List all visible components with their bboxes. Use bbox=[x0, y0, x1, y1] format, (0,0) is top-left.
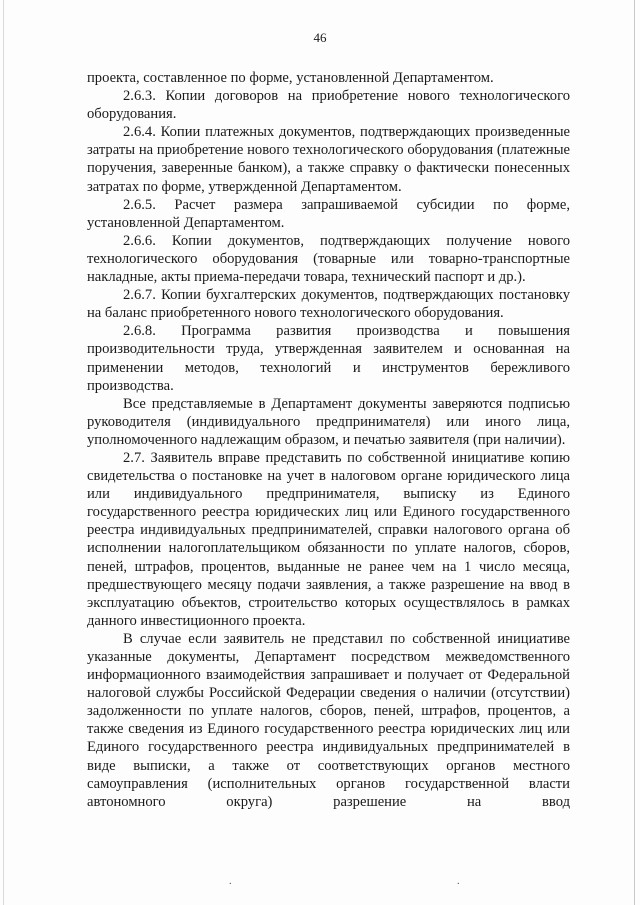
paragraph-certification: Все представляемые в Департамент документы заверяются подписью руководителя (индивидуального предпринимателя) или иного лица, уполномоченного надлежащим образом, и печатью заявителя (при наличии). bbox=[87, 395, 570, 448]
paragraph-continuation: проекта, составленное по форме, установленной Департаментом. bbox=[87, 70, 494, 86]
paragraph-2-6-8: 2.6.8. Программа развития производства и повышения производительности труда, утвержденная заявителем и основанная на применении методов, технологий и инструментов бережливого производства. bbox=[87, 323, 570, 394]
scan-edge-right bbox=[634, 0, 635, 905]
paragraph-interagency-request: В случае если заявитель не представил по собственной инициативе указанные документы, Департамент посредством межведомственного информационного взаимодействия запрашивает и получает от Федеральной налоговой службы Российской Федерации сведения о наличии (отсутствии) задолженности по уплате налогов, сборов, пеней, штрафов, процентов, а также сведения из Единого государственного реестра юридических лиц или Единого государственного реестра индивидуальных предпринимателей в виде выписки, а также от соответствующих органов местного самоуправления (исполнительных органов государственной власти автономного округа) разрешение на ввод bbox=[87, 630, 570, 810]
paragraph-2-7: 2.7. Заявитель вправе представить по собственной инициативе копию свидетельства о постановке на учет в налоговом органе юридического лица или индивидуального предпринимателя, выписку из Единого государственного реестра юридических лиц или Единого государственного реестра индивидуальных предпринимателей, справки налогового органа об исполнении налогоплательщиком обязанности по уплате налогов, сборов, пеней, штрафов, процентов, выданные не ранее чем на 1 число месяца, предшествующего месяцу подачи заявления, а также разрешение на ввод в эксплуатацию объектов, строительство которых осуществлялось в рамках данного инвестиционного проекта. bbox=[87, 449, 570, 629]
paragraph-2-6-5: 2.6.5. Расчет размера запрашиваемой субсидии по форме, установленной Департаментом. bbox=[87, 196, 570, 231]
document-body bbox=[87, 69, 570, 811]
page-number: 46 bbox=[313, 30, 327, 45]
paragraph-2-6-4: 2.6.4. Копии платежных документов, подтверждающих произведенные затраты на приобретение нового технологического оборудования (платежные поручения, заверенные банком), а также справку о фактически понесенных затратах по форме, утвержденной Департаментом. bbox=[87, 124, 570, 195]
paragraph-2-6-3: 2.6.3. Копии договоров на приобретение нового технологического оборудования. bbox=[87, 88, 570, 123]
footer-mark-right: . bbox=[457, 876, 460, 887]
footer-mark-left: . bbox=[229, 876, 232, 887]
paragraph-2-6-7: 2.6.7. Копии бухгалтерских документов, подтверждающих постановку на баланс приобретенного нового технологического оборудования. bbox=[87, 287, 570, 322]
paragraph-2-6-6: 2.6.6. Копии документов, подтверждающих получение нового технологического оборудования (товарные или товарно-транспортные накладные, акты приема-передачи товара, технический паспорт и др.). bbox=[87, 232, 570, 286]
scan-edge-left bbox=[3, 0, 4, 905]
